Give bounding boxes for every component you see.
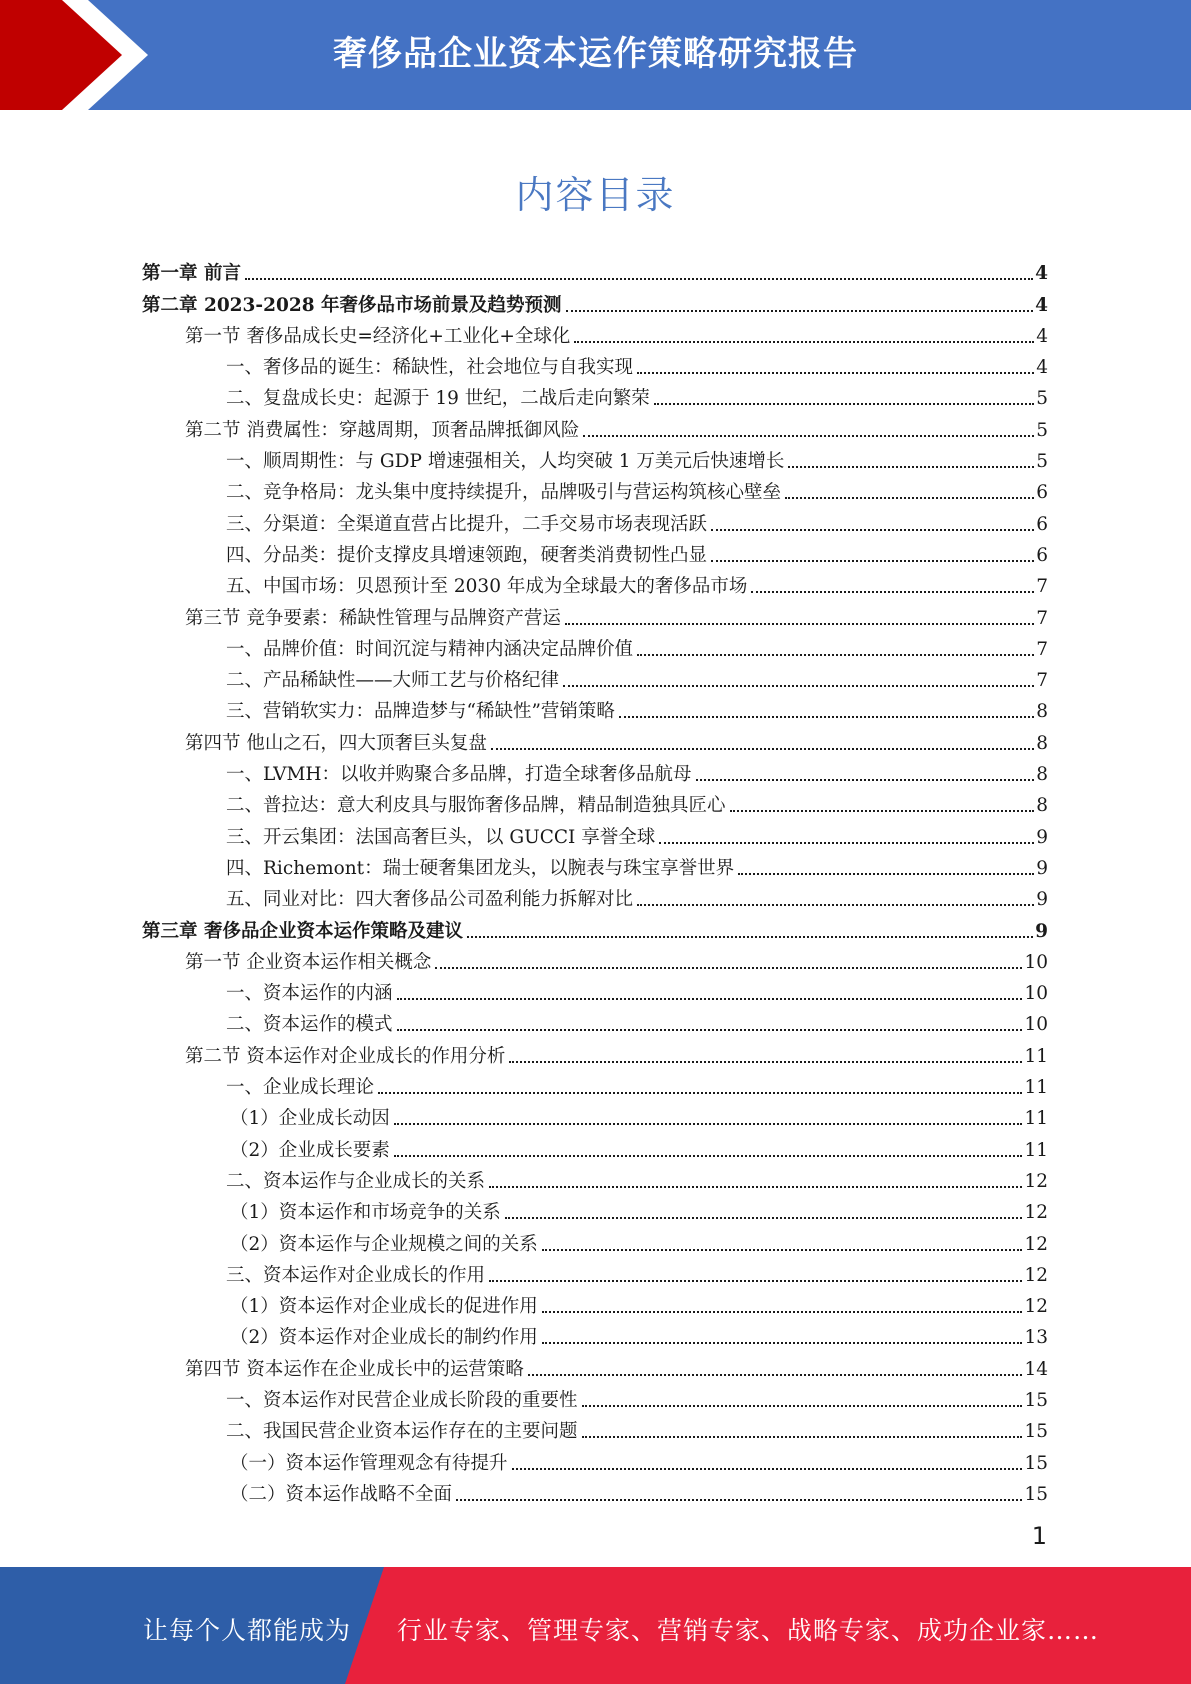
toc-dot-leader: [711, 529, 1034, 531]
toc-entry-title: 二、产品稀缺性——大师工艺与价格纪律: [226, 670, 560, 692]
toc-dot-leader: [512, 1468, 1023, 1470]
toc-entry-page: 7: [1036, 638, 1048, 660]
toc-entry-page: 9: [1036, 889, 1048, 911]
toc-entry[interactable]: [142, 1382, 1048, 1413]
toc-dot-leader: [563, 685, 1034, 687]
toc-dot-leader: [785, 497, 1034, 499]
toc-dot-leader: [788, 466, 1034, 468]
toc-entry-page: 12: [1024, 1202, 1048, 1224]
toc-entry-title: （1）企业成长动因: [230, 1108, 390, 1130]
toc-entry-page: 15: [1024, 1452, 1048, 1474]
toc-entry-title: 二、资本运作的模式: [226, 1014, 393, 1036]
toc-entry[interactable]: [142, 881, 1048, 912]
toc-entry[interactable]: [142, 1413, 1048, 1444]
toc-entry-title: 二、普拉达：意大利皮具与服饰奢侈品牌，精品制造独具匠心: [226, 795, 726, 817]
toc-dot-leader: [583, 435, 1034, 437]
toc-dot-leader: [654, 403, 1034, 405]
toc-heading: 内容目录: [515, 173, 676, 217]
toc-entry[interactable]: [142, 599, 1048, 630]
toc-entry[interactable]: [142, 850, 1048, 881]
toc-entry-title: 第四节 他山之石，四大顶奢巨头复盘: [185, 732, 487, 754]
toc-entry[interactable]: [142, 1131, 1048, 1162]
report-title: 奢侈品企业资本运作策略研究报告: [333, 34, 858, 74]
toc-entry-title: 四、分品类：提价支撑皮具增速领跑，硬奢类消费韧性凸显: [226, 544, 708, 566]
toc-dot-leader: [542, 1249, 1023, 1251]
toc-dot-leader: [565, 623, 1034, 625]
toc-entry-title: （2）资本运作与企业规模之间的关系: [230, 1233, 538, 1255]
toc-dot-leader: [582, 1405, 1023, 1407]
toc-dot-leader: [542, 1342, 1023, 1344]
toc-entry[interactable]: [142, 912, 1048, 943]
toc-entry[interactable]: [142, 537, 1048, 568]
toc-entry-title: 第一节 奢侈品成长史=经济化+工业化+全球化: [185, 325, 571, 347]
toc-dot-leader: [528, 1374, 1023, 1376]
toc-entry-page: 12: [1024, 1296, 1048, 1318]
toc-entry-page: 4: [1035, 294, 1048, 316]
toc-entry-title: 五、中国市场：贝恩预计至 2030 年成为全球最大的奢侈品市场: [226, 576, 748, 598]
toc-entry-title: （1）资本运作对企业成长的促进作用: [230, 1296, 538, 1318]
toc-entry[interactable]: [142, 631, 1048, 662]
toc-entry[interactable]: [142, 1288, 1048, 1319]
toc-entry-page: 6: [1036, 482, 1048, 504]
toc-entry[interactable]: [142, 1350, 1048, 1381]
toc-dot-leader: [489, 1280, 1022, 1282]
toc-entry[interactable]: [142, 1069, 1048, 1100]
toc-entry-title: 二、我国民营企业资本运作存在的主要问题: [226, 1421, 578, 1443]
toc-entry-page: 7: [1036, 576, 1048, 598]
toc-entry-title: 四、Richemont：瑞士硬奢集团龙头，以腕表与珠宝享誉世界: [226, 857, 735, 879]
toc-entry-page: 5: [1036, 451, 1048, 473]
toc-entry[interactable]: [142, 662, 1048, 693]
toc-entry[interactable]: [142, 818, 1048, 849]
toc-entry-title: 三、资本运作对企业成长的作用: [226, 1264, 486, 1286]
toc-entry[interactable]: [142, 724, 1048, 755]
toc-dot-leader: [394, 1123, 1023, 1125]
toc-entry[interactable]: [142, 1163, 1048, 1194]
toc-entry-title: 一、资本运作对民营企业成长阶段的重要性: [226, 1389, 578, 1411]
toc-dot-leader: [711, 560, 1034, 562]
toc-entry-page: 12: [1024, 1170, 1048, 1192]
toc-dot-leader: [637, 372, 1034, 374]
toc-entry[interactable]: [142, 1444, 1048, 1475]
toc-entry-page: 14: [1024, 1358, 1048, 1380]
toc-entry-title: 一、资本运作的内涵: [226, 983, 393, 1005]
toc-dot-leader: [489, 1186, 1022, 1188]
toc-entry-title: 一、顺周期性：与 GDP 增速强相关，人均突破 1 万美元后快速增长: [226, 451, 785, 473]
toc-entry-title: 二、资本运作与企业成长的关系: [226, 1170, 486, 1192]
footer-slogan-right: 行业专家、管理专家、营销专家、战略专家、成功企业家……: [397, 1616, 1100, 1645]
toc-entry-title: 二、竞争格局：龙头集中度持续提升，品牌吸引与营运构筑核心壁垒: [226, 482, 782, 504]
toc-entry[interactable]: [142, 1100, 1048, 1131]
toc-entry-page: 8: [1036, 701, 1048, 723]
toc-entry[interactable]: [142, 411, 1048, 442]
toc-entry[interactable]: [142, 318, 1048, 349]
toc-entry[interactable]: [142, 255, 1048, 286]
toc-entry[interactable]: [142, 1225, 1048, 1256]
toc-dot-leader: [378, 1092, 1022, 1094]
toc-entry[interactable]: [142, 505, 1048, 536]
toc-entry[interactable]: [142, 693, 1048, 724]
toc-dot-leader: [738, 873, 1034, 875]
page-number: 1: [1031, 1522, 1047, 1550]
toc-entry-page: 9: [1036, 857, 1048, 879]
toc-entry-title: 五、同业对比：四大奢侈品公司盈利能力拆解对比: [226, 889, 634, 911]
page-footer: [0, 1567, 1191, 1684]
toc-entry-title: （二）资本运作战略不全面: [230, 1483, 453, 1505]
toc-dot-leader: [435, 967, 1022, 969]
toc-entry-page: 12: [1024, 1233, 1048, 1255]
toc-entry-page: 8: [1036, 732, 1048, 754]
toc-entry-title: 一、奢侈品的诞生：稀缺性，社会地位与自我实现: [226, 357, 634, 379]
toc-entry[interactable]: [142, 349, 1048, 380]
toc-entry-page: 10: [1024, 983, 1048, 1005]
toc-entry-title: （2）企业成长要素: [230, 1139, 390, 1161]
toc-entry[interactable]: [142, 756, 1048, 787]
toc-entry-page: 4: [1036, 325, 1048, 347]
toc-entry-page: 8: [1036, 795, 1048, 817]
toc-entry-title: （1）资本运作和市场竞争的关系: [230, 1202, 501, 1224]
toc-entry-title: 三、开云集团：法国高奢巨头，以 GUCCI 享誉全球: [226, 826, 656, 848]
toc-dot-leader: [397, 998, 1023, 1000]
toc-entry-page: 9: [1036, 826, 1048, 848]
toc-dot-leader: [566, 310, 1034, 312]
toc-entry-title: 二、复盘成长史：起源于 19 世纪，二战后走向繁荣: [226, 388, 650, 410]
toc-entry-page: 11: [1024, 1108, 1048, 1130]
toc-dot-leader: [467, 936, 1033, 938]
toc-entry-page: 11: [1024, 1045, 1048, 1067]
toc-entry-title: 第二章 2023-2028 年奢侈品市场前景及趋势预测: [142, 294, 562, 316]
toc-entry-page: 10: [1024, 1014, 1048, 1036]
toc-dot-leader: [582, 1436, 1023, 1438]
toc-entry[interactable]: [142, 1037, 1048, 1068]
toc-dot-leader: [542, 1311, 1023, 1313]
toc-dot-leader: [509, 1061, 1022, 1063]
toc-entry-page: 4: [1035, 263, 1048, 285]
toc-entry[interactable]: [142, 1194, 1048, 1225]
toc-entry[interactable]: [142, 1257, 1048, 1288]
toc-entry[interactable]: [142, 286, 1048, 317]
toc-dot-leader: [491, 748, 1034, 750]
toc-entry[interactable]: [142, 1476, 1048, 1507]
toc-entry-page: 15: [1024, 1389, 1048, 1411]
toc-entry-page: 9: [1035, 920, 1048, 942]
toc-entry-page: 6: [1036, 544, 1048, 566]
toc-entry-title: 第一章 前言: [142, 263, 241, 285]
toc-dot-leader: [574, 341, 1034, 343]
toc-entry-title: 第二节 消费属性：穿越周期，顶奢品牌抵御风险: [185, 419, 580, 441]
toc-entry-title: （2）资本运作对企业成长的制约作用: [230, 1327, 538, 1349]
toc-entry-page: 7: [1036, 607, 1048, 629]
toc-dot-leader: [751, 591, 1034, 593]
toc-entry-title: 第一节 企业资本运作相关概念: [185, 951, 432, 973]
toc-entry-page: 7: [1036, 670, 1048, 692]
toc-dot-leader: [619, 716, 1034, 718]
footer-slogan-left: 让每个人都能成为: [143, 1616, 352, 1645]
toc-entry-title: 第三章 奢侈品企业资本运作策略及建议: [142, 920, 463, 942]
toc-entry[interactable]: [142, 568, 1048, 599]
toc-entry[interactable]: [142, 944, 1048, 975]
table-of-contents: [142, 255, 1048, 1507]
toc-entry[interactable]: [142, 1006, 1048, 1037]
toc-entry-page: 8: [1036, 764, 1048, 786]
toc-dot-leader: [505, 1217, 1023, 1219]
toc-entry[interactable]: [142, 380, 1048, 411]
toc-entry-title: 第四节 资本运作在企业成长中的运营策略: [185, 1358, 524, 1380]
toc-entry-title: 第二节 资本运作对企业成长的作用分析: [185, 1045, 506, 1067]
toc-entry-page: 10: [1024, 951, 1048, 973]
toc-entry-title: 一、品牌价值：时间沉淀与精神内涵决定品牌价值: [226, 638, 634, 660]
toc-entry-page: 15: [1024, 1483, 1048, 1505]
toc-dot-leader: [456, 1499, 1022, 1501]
toc-entry[interactable]: [142, 975, 1048, 1006]
toc-entry-title: 一、LVMH：以收并购聚合多品牌，打造全球奢侈品航母: [226, 764, 692, 786]
toc-entry-page: 12: [1024, 1264, 1048, 1286]
toc-entry-title: 三、营销软实力：品牌造梦与“稀缺性”营销策略: [226, 701, 615, 723]
toc-dot-leader: [245, 278, 1033, 280]
toc-entry-page: 11: [1024, 1077, 1048, 1099]
toc-entry-title: 第三节 竞争要素：稀缺性管理与品牌资产营运: [185, 607, 561, 629]
toc-dot-leader: [637, 904, 1034, 906]
toc-entry-page: 5: [1036, 388, 1048, 410]
toc-entry-page: 11: [1024, 1139, 1048, 1161]
toc-entry-page: 5: [1036, 419, 1048, 441]
toc-entry[interactable]: [142, 1319, 1048, 1350]
toc-entry-page: 13: [1024, 1327, 1048, 1349]
toc-entry-title: 一、企业成长理论: [226, 1077, 375, 1099]
toc-entry[interactable]: [142, 474, 1048, 505]
toc-entry-page: 15: [1024, 1421, 1048, 1443]
toc-entry[interactable]: [142, 443, 1048, 474]
toc-dot-leader: [394, 1155, 1023, 1157]
toc-dot-leader: [397, 1029, 1023, 1031]
toc-entry[interactable]: [142, 787, 1048, 818]
toc-entry-title: （一）资本运作管理观念有待提升: [230, 1452, 508, 1474]
toc-dot-leader: [637, 654, 1034, 656]
page-header: [0, 0, 1191, 110]
toc-entry-page: 4: [1036, 357, 1048, 379]
toc-dot-leader: [730, 810, 1035, 812]
toc-entry-title: 三、分渠道：全渠道直营占比提升，二手交易市场表现活跃: [226, 513, 708, 535]
toc-dot-leader: [659, 842, 1034, 844]
toc-dot-leader: [696, 779, 1035, 781]
toc-entry-page: 6: [1036, 513, 1048, 535]
